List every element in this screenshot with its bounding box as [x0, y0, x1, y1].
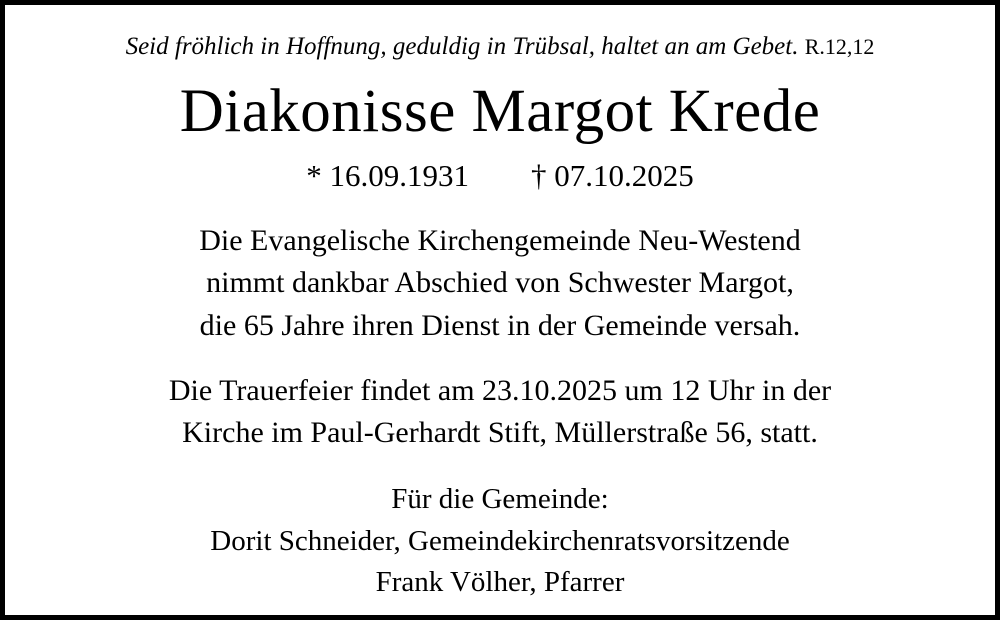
paragraph-line: nimmt dankbar Abschied von Schwester Margot, [206, 266, 794, 300]
life-dates [306, 158, 694, 194]
signatories [210, 479, 789, 604]
birth-date: * 16.09.1931 [306, 157, 469, 193]
bible-verse-text: Seid fröhlich in Hoffnung, geduldig in Trübsal, haltet an am Gebet. [125, 33, 799, 60]
paragraph-line: Die Evangelische Kirchengemeinde Neu-Westend [199, 223, 801, 257]
death-date: † 07.10.2025 [531, 157, 694, 193]
signatory-name: Dorit Schneider, Gemeindekirchenratsvorsitzende [210, 524, 790, 557]
bible-verse-reference: R.12,12 [804, 34, 875, 59]
memorial-paragraph-one [199, 220, 801, 348]
paragraph-line: Die Trauerfeier findet am 23.10.2025 um 12 Uhr in der [168, 373, 832, 407]
signatory-heading: Für die Gemeinde: [391, 482, 609, 515]
signatory-name: Frank Völher, Pfarrer [375, 566, 625, 599]
paragraph-line: Kirche im Paul-Gerhardt Stift, Müllerstraße 56, statt. [182, 416, 818, 450]
bible-verse [126, 33, 875, 62]
paragraph-line: die 65 Jahre ihren Dienst in der Gemeinde versah. [199, 308, 801, 342]
deceased-name: Diakonisse Margot Krede [179, 77, 821, 145]
funeral-details [169, 370, 831, 455]
